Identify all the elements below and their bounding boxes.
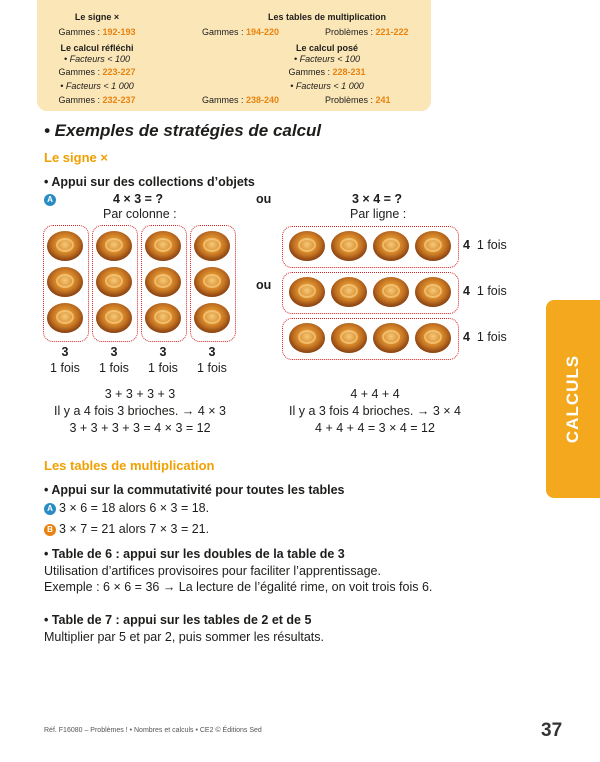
brioche-icon xyxy=(194,231,230,261)
pose-facteurs-1000: • Facteurs < 1 000 xyxy=(290,81,364,91)
reflechi-gammes-100: Gammes : 223-227 xyxy=(58,67,136,77)
pose-facteurs-100: • Facteurs < 100 xyxy=(294,54,360,64)
tables-gammes: Gammes : 194-220 xyxy=(202,27,280,37)
brioche-icon xyxy=(47,303,83,333)
brioche-icon xyxy=(96,231,132,261)
brioche-icon xyxy=(415,323,451,353)
brioche-icon xyxy=(331,323,367,353)
ou-label-1: ou xyxy=(256,192,272,206)
right-calc-line1: 4 + 4 + 4 xyxy=(350,387,400,401)
left-calc-line3: 3 + 3 + 3 + 3 = 4 × 3 = 12 xyxy=(69,421,211,435)
le-signe-title: Le signe × xyxy=(74,12,120,22)
brioche-icon xyxy=(96,303,132,333)
calcul-reflechi-title: Le calcul réfléchi xyxy=(60,43,134,53)
left-calc-line2: Il y a 4 fois 3 brioches. → 4 × 3 xyxy=(54,404,226,418)
reflechi-facteurs-100: • Facteurs < 100 xyxy=(64,54,130,64)
column-fois: 1 fois xyxy=(50,361,80,375)
brioche-icon xyxy=(289,323,325,353)
table6-line2: Exemple : 6 × 6 = 36 → La lecture de l’égalité rime, on voit trois fois 6. xyxy=(44,580,433,594)
brioche-icon xyxy=(289,277,325,307)
brioche-icon xyxy=(47,267,83,297)
brioche-icon xyxy=(145,231,181,261)
tables-problemes: Problèmes : 221-222 xyxy=(325,27,409,37)
par-ligne-label: Par ligne : xyxy=(350,207,407,221)
equation-right: 3 × 4 = ? xyxy=(352,192,403,206)
collections-title: • Appui sur des collections d’objets xyxy=(44,175,255,189)
section-tab-calculs: CALCULS xyxy=(546,300,600,498)
brioche-icon xyxy=(373,231,409,261)
commutativity-title: • Appui sur la commutativité pour toutes les tables xyxy=(44,483,345,497)
right-calc-line2: Il y a 3 fois 4 brioches. → 3 × 4 xyxy=(289,404,461,418)
column-count: 3 xyxy=(208,345,216,359)
row-count-2: 4 1 fois xyxy=(463,284,507,298)
tables-title: Les tables de multiplication xyxy=(267,12,387,22)
brioche-icon xyxy=(194,267,230,297)
brioche-icon xyxy=(373,277,409,307)
brioche-icon xyxy=(145,303,181,333)
table7-title: • Table de 7 : appui sur les tables de 2 et de 5 xyxy=(44,613,312,627)
section-title-tables: Les tables de multiplication xyxy=(44,458,215,473)
brioche-icon xyxy=(415,277,451,307)
table6-title: • Table de 6 : appui sur les doubles de la table de 3 xyxy=(44,547,345,561)
row-count-3: 4 1 fois xyxy=(463,330,507,344)
brioche-icon xyxy=(194,303,230,333)
column-count: 3 xyxy=(159,345,167,359)
reflechi-gammes-1000: Gammes : 232-237 xyxy=(58,95,136,105)
brioche-icon xyxy=(96,267,132,297)
brioche-icon xyxy=(415,231,451,261)
brioche-icon xyxy=(47,231,83,261)
column-fois: 1 fois xyxy=(197,361,227,375)
commutativity-example-b: B 3 × 7 = 21 alors 7 × 3 = 21. xyxy=(44,522,209,536)
column-count: 3 xyxy=(61,345,69,359)
le-signe-gammes: Gammes : 192-193 xyxy=(58,27,136,37)
section-title-signe: Le signe × xyxy=(44,150,108,165)
badge-a: A xyxy=(44,192,59,206)
brioche-icon xyxy=(373,323,409,353)
footer-reference: Réf. F16080 – Problèmes ! • Nombres et calculs • CE2 © Éditions Sed xyxy=(44,727,262,734)
left-calc-line1: 3 + 3 + 3 + 3 xyxy=(104,387,176,401)
calcul-pose-title: Le calcul posé xyxy=(295,43,359,53)
ou-label-2: ou xyxy=(256,278,272,292)
page-title: • Exemples de stratégies de calcul xyxy=(44,121,322,140)
brioche-icon xyxy=(289,231,325,261)
row-count-1: 4 1 fois xyxy=(463,238,507,252)
equation-left: 4 × 3 = ? xyxy=(113,192,164,206)
table7-line1: Multiplier par 5 et par 2, puis sommer les résultats. xyxy=(44,630,324,644)
commutativity-example-a: A 3 × 6 = 18 alors 6 × 3 = 18. xyxy=(44,501,209,515)
summary-box xyxy=(37,0,431,111)
right-calc-line3: 4 + 4 + 4 = 3 × 4 = 12 xyxy=(315,421,435,435)
pose-problemes: Problèmes : 241 xyxy=(325,95,391,105)
column-count: 3 xyxy=(110,345,118,359)
reflechi-facteurs-1000: • Facteurs < 1 000 xyxy=(60,81,134,91)
par-colonne-label: Par colonne : xyxy=(103,207,177,221)
column-fois: 1 fois xyxy=(99,361,129,375)
table6-line1: Utilisation d’artifices provisoires pour faciliter l’apprentissage. xyxy=(44,564,381,578)
page-number: 37 xyxy=(541,720,563,741)
column-fois: 1 fois xyxy=(148,361,178,375)
brioche-icon xyxy=(331,231,367,261)
pose-gammes-1000: Gammes : 238-240 xyxy=(202,95,280,105)
brioche-icon xyxy=(331,277,367,307)
brioche-icon xyxy=(145,267,181,297)
pose-gammes-100: Gammes : 228-231 xyxy=(288,67,366,77)
